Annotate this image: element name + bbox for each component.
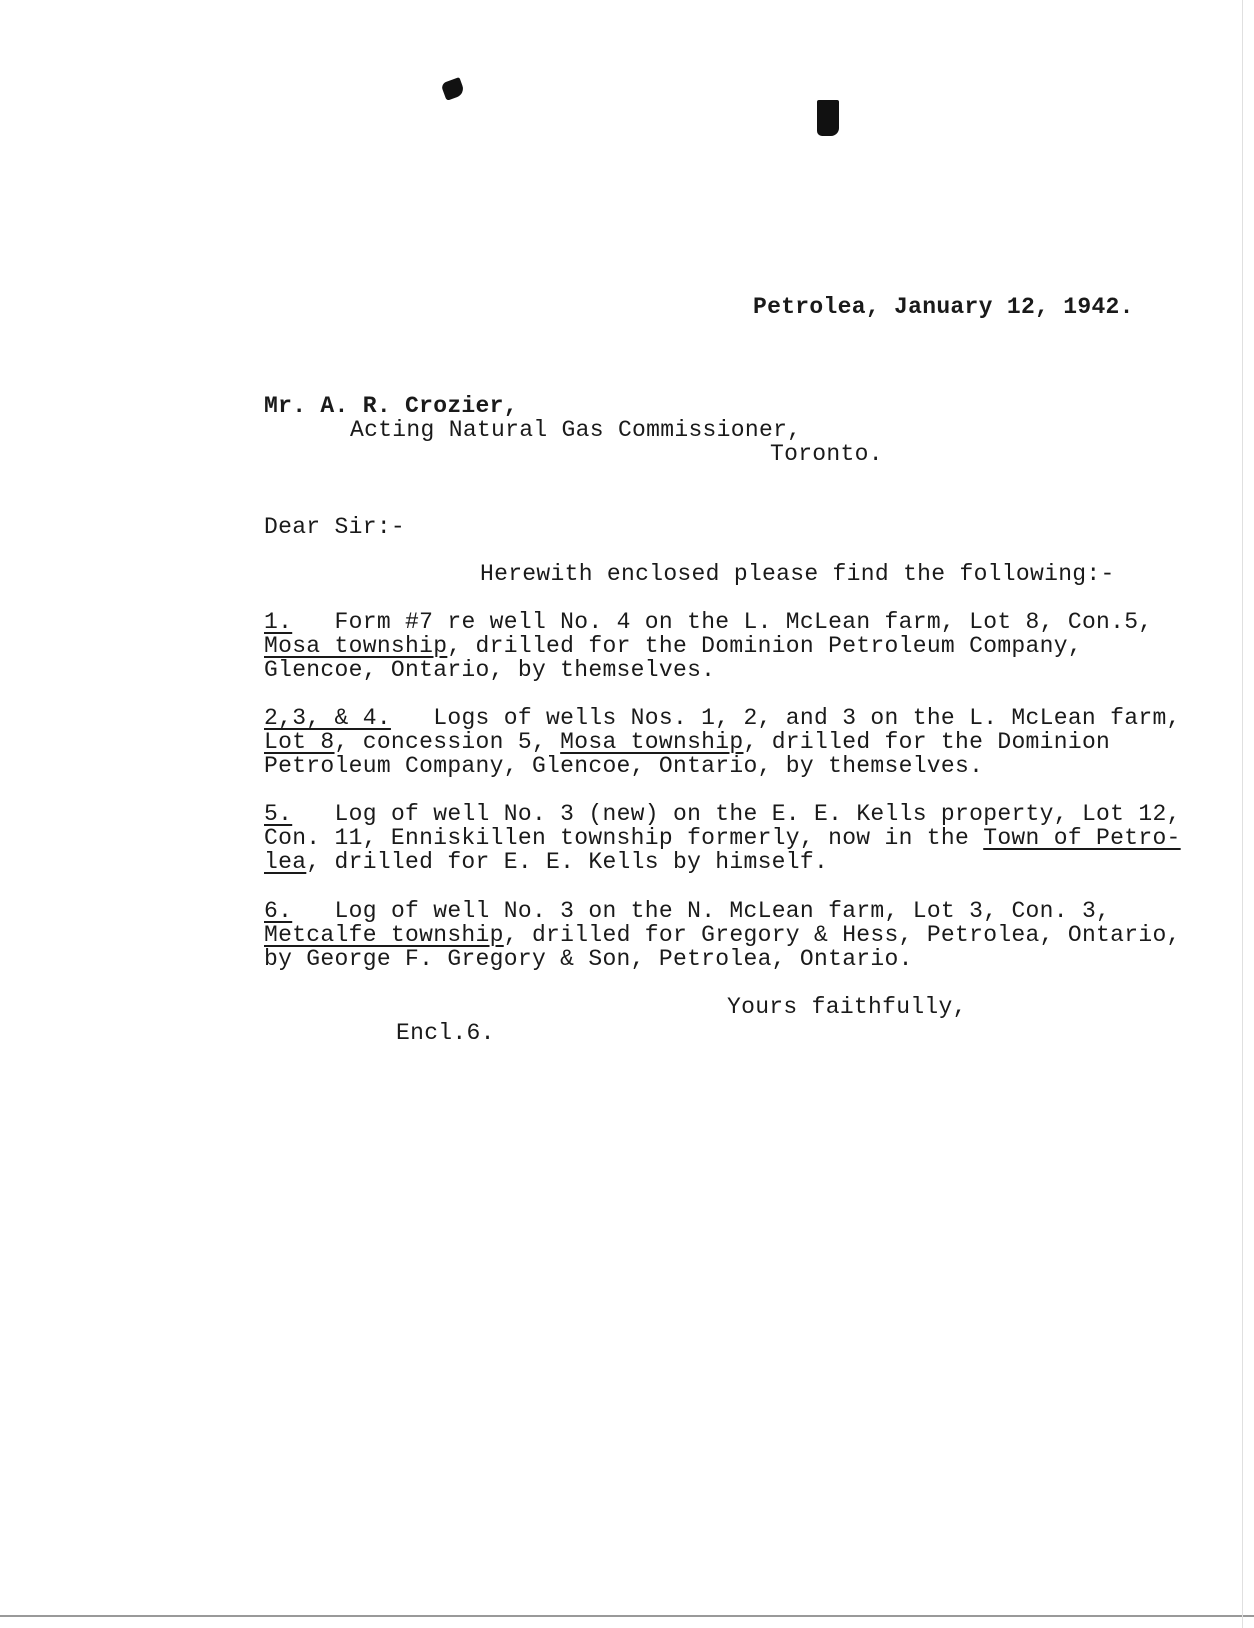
- item-6-township: Metcalfe township: [264, 922, 504, 948]
- item-2-line-3: Petroleum Company, Glencoe, Ontario, by themselves.: [264, 753, 984, 779]
- item-2-lot: Lot 8: [264, 729, 335, 755]
- scan-edge-line: [0, 1615, 1254, 1617]
- item-6-line-1: [264, 898, 1110, 924]
- item-1-line-3: Glencoe, Ontario, by themselves.: [264, 657, 716, 683]
- salutation: Dear Sir:-: [264, 514, 406, 540]
- item-6-text: Log of well No. 3 on the N. McLean farm, Lot 3, Con. 3,: [334, 898, 1111, 924]
- item-2-township: Mosa township: [560, 729, 744, 755]
- item-1-text: Form #7 re well No. 4 on the L. McLean farm, Lot 8, Con.5,: [334, 609, 1153, 635]
- item-1-township: Mosa township: [264, 633, 448, 659]
- recipient-title: Acting Natural Gas Commissioner,: [350, 417, 802, 443]
- intro-line: Herewith enclosed please find the following:-: [480, 561, 1115, 587]
- item-5-line-2: Con. 11, Enniskillen township formerly, now in the Town of Petro-: [264, 825, 1181, 851]
- ink-blot-mark-right: [817, 100, 839, 136]
- item-5-number: 5.: [264, 801, 293, 827]
- item-5-text: Log of well No. 3 (new) on the E. E. Kells property, Lot 12,: [334, 801, 1181, 827]
- item-1-line-1: [264, 609, 1152, 635]
- item-6-line-3: by George F. Gregory & Son, Petrolea, Ontario.: [264, 946, 913, 972]
- item-6-line-2: Metcalfe township, drilled for Gregory & Hess, Petrolea, Ontario,: [264, 922, 1181, 948]
- item-2-line-2: Lot 8, concession 5, Mosa township, drilled for the Dominion: [264, 729, 1111, 755]
- item-2-number: 2,3, & 4.: [264, 705, 391, 731]
- date-line: Petrolea, January 12, 1942.: [753, 294, 1134, 320]
- item-1-number: 1.: [264, 609, 293, 635]
- item-5-town: Town of Petro-: [983, 825, 1181, 851]
- closing: Yours faithfully,: [727, 994, 967, 1020]
- recipient-name: Mr. A. R. Crozier,: [264, 393, 518, 419]
- ink-blot-mark: [441, 77, 466, 101]
- recipient-city: Toronto.: [770, 441, 883, 467]
- item-6-number: 6.: [264, 898, 293, 924]
- item-5-line-3: lea, drilled for E. E. Kells by himself.: [264, 849, 829, 875]
- item-5-town-cont: lea: [264, 849, 307, 875]
- enclosure-note: Encl.6.: [396, 1020, 495, 1046]
- item-2-line-1: [264, 705, 1181, 731]
- item-2-text: Logs of wells Nos. 1, 2, and 3 on the L. McLean farm,: [433, 705, 1181, 731]
- item-5-line-1: [264, 801, 1181, 827]
- scan-edge-line-right: [1242, 0, 1243, 1628]
- item-1-line-2: Mosa township, drilled for the Dominion Petroleum Company,: [264, 633, 1082, 659]
